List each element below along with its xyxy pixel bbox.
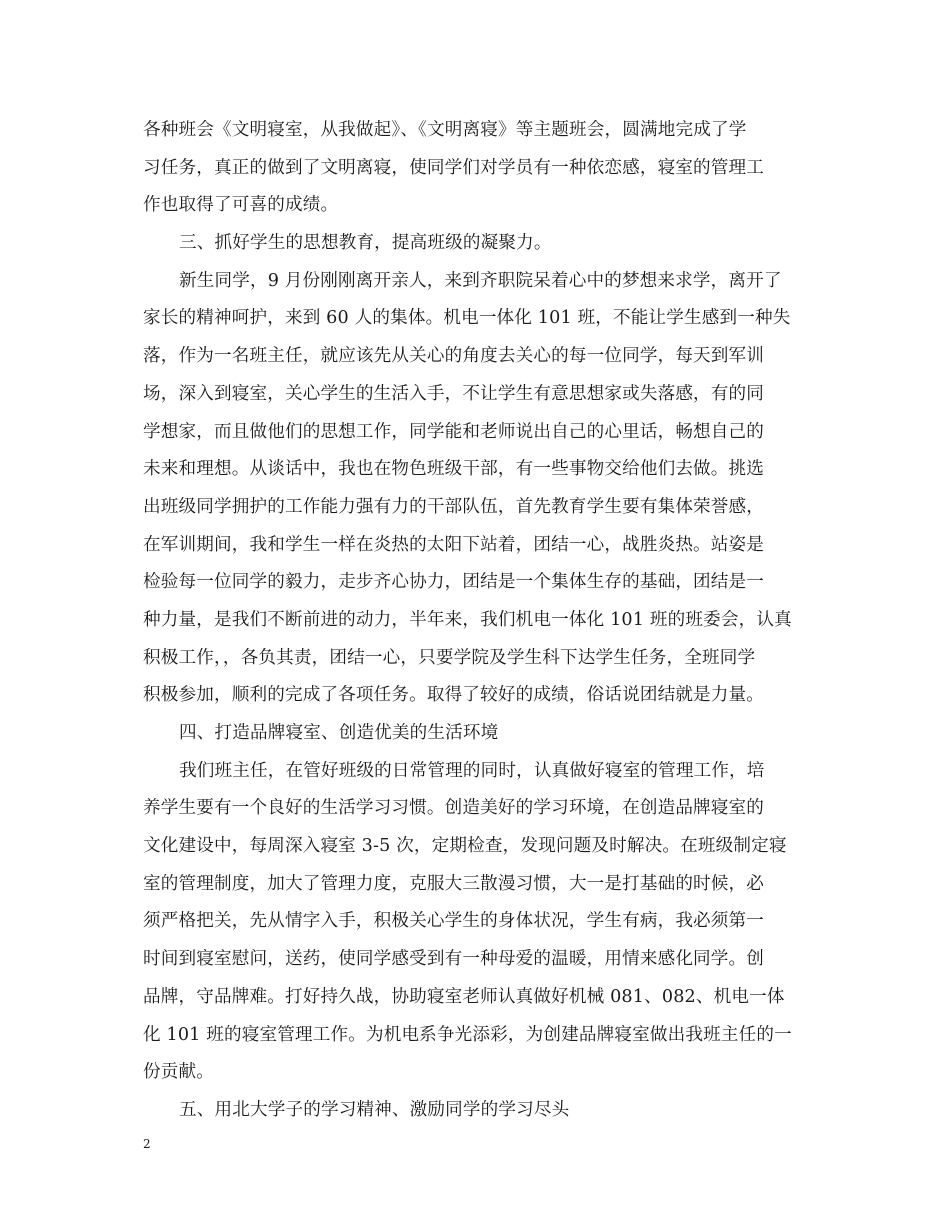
text-line: 三、抓好学生的思想教育，提高班级的凝聚力。	[179, 233, 552, 254]
text-line: 积极工作，，各负其责，团结一心，只要学院及学生科下达学生任务，全班同学	[143, 647, 756, 668]
text-line: 份贡献。	[143, 1062, 214, 1083]
text-line: 四、打造品牌寝室、创造优美的生活环境	[179, 723, 499, 743]
text-line: 习任务，真正的做到了文明离寝，使同学们对学员有一种依恋感，寝室的管理工	[143, 157, 765, 178]
text-line: 检验每一位同学的毅力，走步齐心协力，团结是一个集体生存的基础，团结是一	[143, 572, 765, 593]
text-line: 文化建设中，每周深入寝室 3-5 次，定期检查，发现问题及时解决。在班级制定寝	[143, 836, 787, 857]
page-number: 2	[143, 1137, 151, 1151]
text-line: 落，作为一名班主任，就应该先从关心的角度去关心的每一位同学，每天到军训	[143, 346, 765, 367]
text-line: 场，深入到寝室，关心学生的生活入手，不让学生有意思想家或失落感，有的同	[143, 383, 765, 404]
text-line: 室的管理制度，加大了管理力度，克服大三散漫习惯，大一是打基础的时候，必	[143, 873, 765, 894]
document-body	[143, 112, 808, 1130]
text-line: 出班级同学拥护的工作能力强有力的干部队伍，首先教育学生要有集体荣誉感，	[143, 496, 765, 517]
text-line: 时间到寝室慰问，送药，使同学感受到有一种母爱的温暖，用情来感化同学。创	[143, 949, 765, 970]
text-line: 作也取得了可喜的成绩。	[143, 195, 339, 216]
text-line: 学想家，而且做他们的思想工作，同学能和老师说出自己的心里话，畅想自己的	[143, 421, 765, 442]
text-line: 新生同学，9 月份刚刚离开亲人，来到齐职院呆着心中的梦想来求学，离开了	[179, 270, 782, 291]
text-line: 品牌，守品牌难。打好持久战，协助寝室老师认真做好机械 081、082、机电一体	[143, 986, 785, 1007]
text-line: 各种班会《文明寝室，从我做起》、《文明离寝》等主题班会，圆满地完成了学	[143, 120, 747, 140]
text-line: 养学生要有一个良好的生活学习习惯。创造美好的学习环境，在创造品牌寝室的	[143, 798, 765, 819]
text-line: 种力量，是我们不断前进的动力，半年来，我们机电一体化 101 班的班委会，认真	[143, 609, 792, 630]
text-line: 我们班主任，在管好班级的日常管理的同时，认真做好寝室的管理工作，培	[179, 760, 765, 781]
text-line: 化 101 班的寝室管理工作。为机电系争光添彩，为创建品牌寝室做出我班主任的一	[143, 1024, 792, 1045]
text-line: 在军训期间，我和学生一样在炎热的太阳下站着，团结一心，战胜炎热。站姿是	[143, 534, 765, 555]
text-line: 未来和理想。从谈话中，我也在物色班级干部，有一些事物交给他们去做。挑选	[143, 459, 765, 480]
text-line: 须严格把关，先从情字入手，积极关心学生的身体状况，学生有病，我必须第一	[143, 911, 765, 932]
text-line: 五、用北大学子的学习精神、激励同学的学习尽头	[179, 1099, 570, 1120]
text-line: 家长的精神呵护，来到 60 人的集体。机电一体化 101 班，不能让学生感到一种失	[143, 308, 791, 329]
text-line: 积极参加，顺利的完成了各项任务。取得了较好的成绩，俗话说团结就是力量。	[143, 685, 765, 706]
